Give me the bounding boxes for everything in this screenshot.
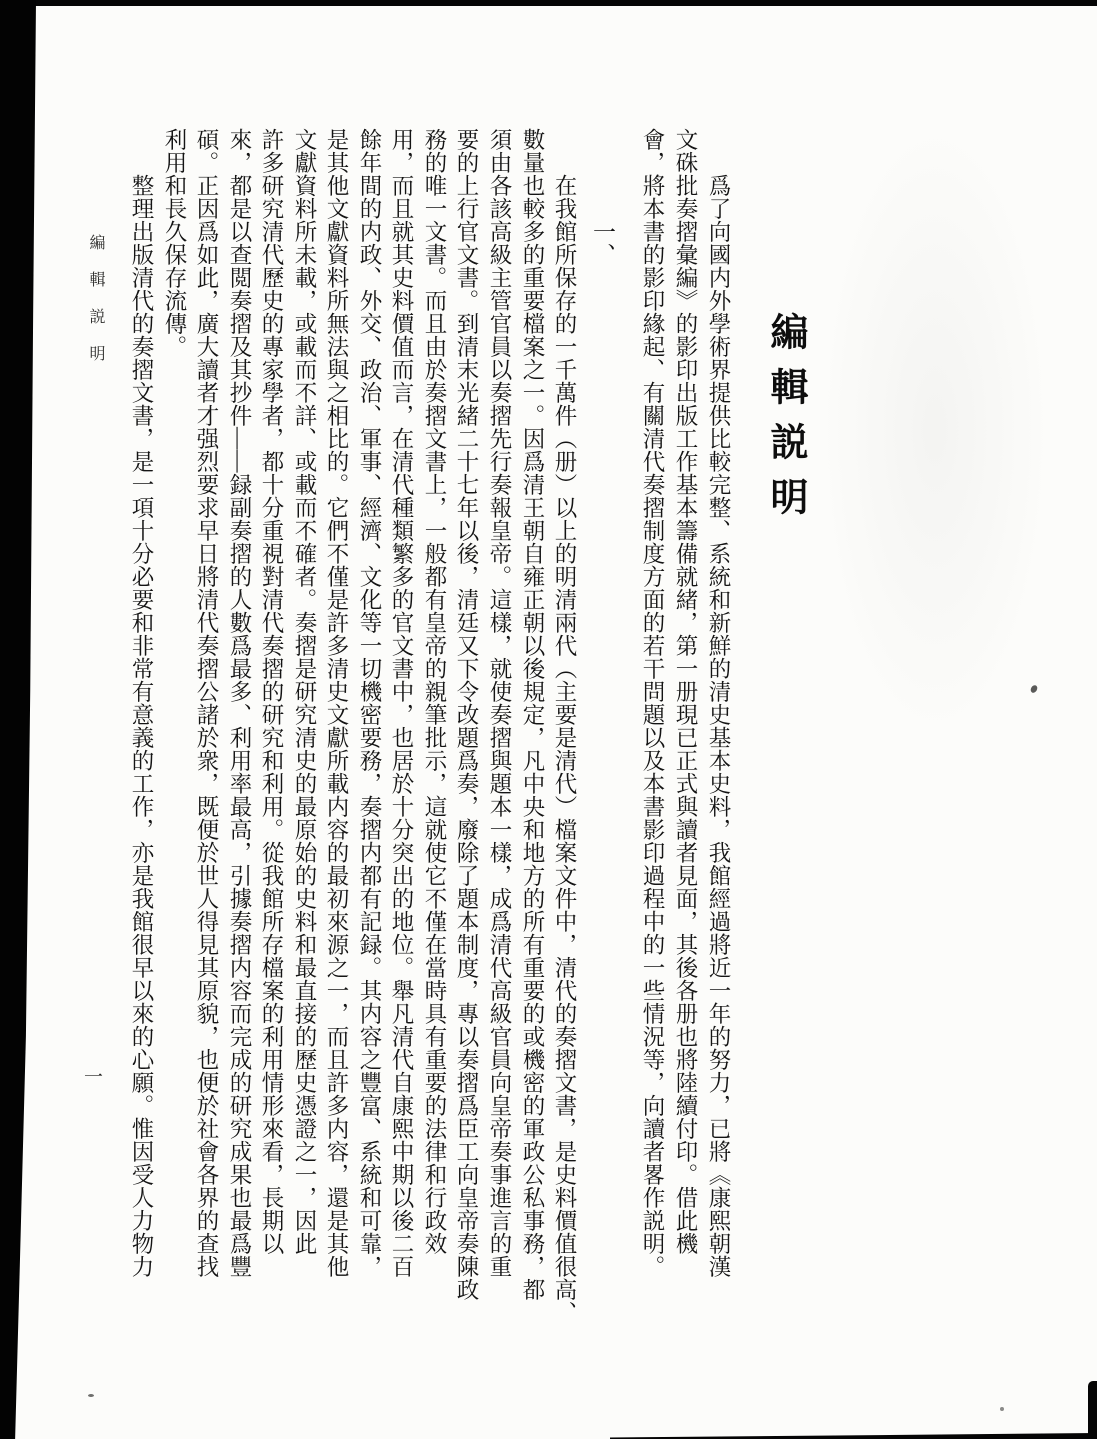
page-number: 一 bbox=[84, 1067, 104, 1088]
text-column: 須由各該高級主管官員以奏摺先行奏報皇帝。這樣，就使奏摺與題本一樣，成爲清代高級官員向皇帝奏事進言的重 bbox=[487, 128, 512, 1278]
text-column: 整理出版清代的奏摺文書，是一項十分必要和非常有意義的工作，亦是我館很早以來的心願。惟因受人力物力 bbox=[129, 174, 154, 1278]
scan-edge-top bbox=[0, 0, 1097, 6]
text-column: 數量也較多的重要檔案之一。因爲清王朝自雍正朝以後規定，凡中央和地方的所有重要的或機密的軍政公私事務，都 bbox=[520, 128, 545, 1301]
text-column: 許多研究清代歷史的專家學者，都十分重視對清代奏摺的研究和利用。從我館所存檔案的利用情形來看，長期以 bbox=[259, 128, 284, 1255]
scan-edge-left bbox=[0, 0, 36, 1439]
scan-speck bbox=[1000, 1407, 1004, 1411]
scan-speck bbox=[88, 1394, 94, 1397]
text-column: 會，將本書的影印緣起、有關清代奏摺制度方面的若干問題以及本書影印過程中的一些情況等，向讀者畧作説明。 bbox=[640, 128, 665, 1278]
section-marker: 一、 bbox=[590, 220, 615, 266]
scan-edge-bottom bbox=[610, 1433, 1097, 1439]
text-column: 文硃批奏摺彙編》的影印出版工作基本籌備就緒，第一册現已正式與讀者見面，其後各册也將陸續付印。借此機 bbox=[673, 128, 698, 1255]
text-column: 利用和長久保存流傳。 bbox=[162, 128, 187, 358]
page-title: 編輯説明 bbox=[764, 312, 806, 532]
text-column: 是其他文獻資料所無法與之相比的。它們不僅是許多清史文獻所載内容的最初來源之一，而且許多内容，還是其他 bbox=[324, 128, 349, 1278]
text-column: 碩。正因爲如此，廣大讀者才强烈要求早日將清代奏摺公諸於衆，既便於世人得見其原貌，也便於社會各界的查找 bbox=[194, 128, 219, 1278]
text-column: 來，都是以查閲奏摺及其抄件——録副奏摺的人數爲最多、利用率最高，引據奏摺内容而完成的研究成果也最爲豐 bbox=[227, 128, 252, 1278]
scan-shade bbox=[820, 120, 1050, 740]
text-column: 用，而且就其史料價值而言，在清代種類繁多的官文書中，也居於十分突出的地位。舉凡清代自康熙中期以後二百 bbox=[389, 128, 414, 1278]
text-column: 文獻資料所未載，或載而不詳、或載而不確者。奏摺是研究清史的最原始的史料和最直接的歷史憑證之一，因此 bbox=[292, 128, 317, 1255]
text-column: 餘年間的内政、外交、政治、軍事、經濟、文化等一切機密要務，奏摺内都有記録。其内容之豐富、系統和可靠， bbox=[357, 128, 382, 1278]
text-column: 爲了向國内外學術界提供比較完整、系統和新鮮的清史基本史料，我館經過將近一年的努力，已將《康熙朝漢 bbox=[706, 174, 731, 1278]
scan-corner-mark bbox=[1088, 1381, 1097, 1439]
text-column: 在我館所保存的一千萬件（册）以上的明清兩代（主要是清代）檔案文件中，清代的奏摺文書，是史料價值很高、 bbox=[552, 174, 577, 1324]
text-column: 要的上行官文書。到清末光緒二十七年以後，清廷又下令改題爲奏，廢除了題本制度，專以奏摺爲臣工向皇帝奏陳政 bbox=[454, 128, 479, 1301]
margin-running-head: 編輯説明 bbox=[87, 234, 104, 382]
text-column: 務的唯一文書。而且由於奏摺文書上，一般都有皇帝的親筆批示，這就使它不僅在當時具有重要的法律和行政效 bbox=[422, 128, 447, 1255]
